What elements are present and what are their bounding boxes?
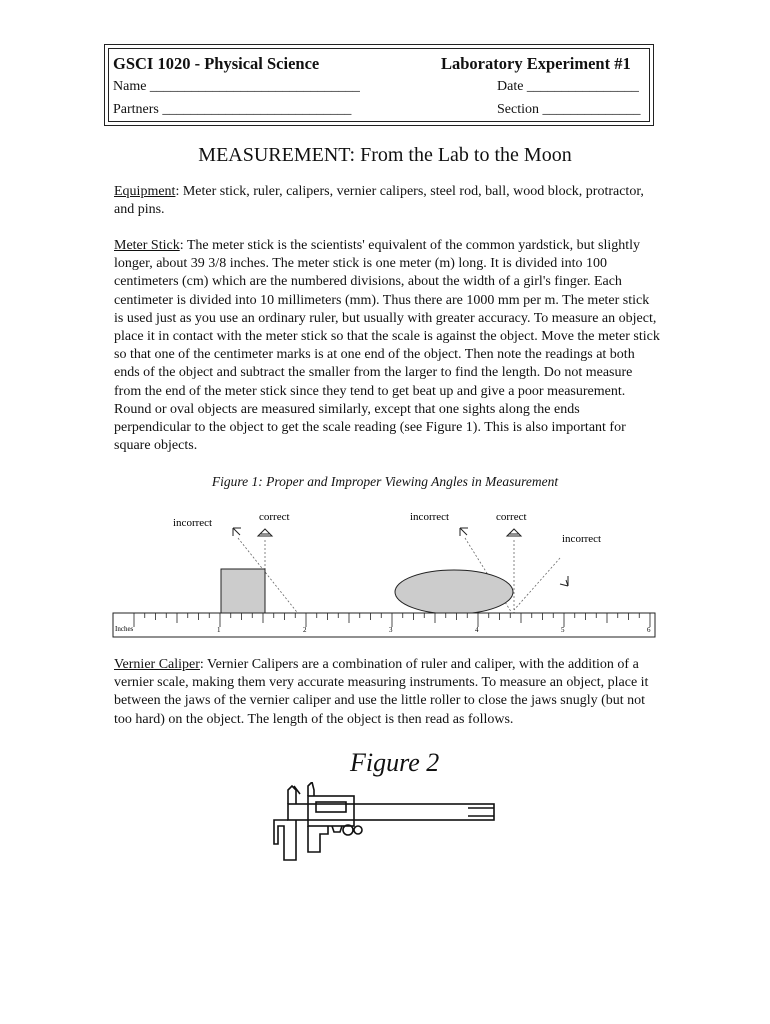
eye-icon-incorrect-2 <box>460 528 468 536</box>
ruler <box>113 613 655 637</box>
document-title: MEASUREMENT: From the Lab to the Moon <box>198 144 572 166</box>
oval-object <box>395 570 513 614</box>
figure2-label: Figure 2 <box>350 748 440 777</box>
figure1-diagram <box>100 500 670 650</box>
ruler-number-1: 1 <box>217 626 221 634</box>
name-field[interactable]: Name ______________________________ <box>113 79 360 94</box>
meter-stick-text: : The meter stick is the scientists' equivalent of the common yardstick, but slightly longer, about 39 3/8 inches. The meter stick is one meter (m) long. It is divided into 100 centimeters (cm) which are the numbered divisions, about the width of a girl's finger. Each centimeter is divided into 10 millimeters (mm). Thus there are 1000 mm per m. The meter stick is used just as you use an ordinary ruler, but usually with greater accuracy. To measure an object, place it in contact with the meter stick so that the scale is against the object. Move the meter stick so that one of the centimeter marks is at one end of the object. Then note the readings at both ends of the object and subtract the smaller from the larger to find the length. Do not measure from the end of the meter stick since they tend to get beat up and give a poor measurement. Round or oval objects are measured similarly, except that one sights along the ends perpendicular to the object to get the scale reading (see Figure 1). This is also important for square objects. <box>114 238 660 454</box>
ruler-number-2: 2 <box>303 626 307 634</box>
equipment-heading: Equipment <box>114 184 176 199</box>
meter-stick-paragraph <box>114 237 660 455</box>
eye-icon-incorrect-1 <box>233 528 241 536</box>
course-title: GSCI 1020 - Physical Science <box>113 54 320 73</box>
ruler-units-label: Inches <box>115 625 134 633</box>
eye-icon-correct-2 <box>507 529 521 536</box>
ruler-number-5: 5 <box>561 626 565 634</box>
label-correct-1: correct <box>259 511 290 523</box>
equipment-paragraph <box>114 183 660 219</box>
meter-stick-heading: Meter Stick <box>114 238 180 253</box>
eye-icon-incorrect-3 <box>560 576 568 586</box>
date-field[interactable]: Date ________________ <box>497 79 639 94</box>
ruler-number-4: 4 <box>475 626 479 634</box>
section-field[interactable]: Section ______________ <box>497 102 641 117</box>
wood-block <box>221 569 265 613</box>
label-correct-2: correct <box>496 511 527 523</box>
partners-field[interactable]: Partners ___________________________ <box>113 102 352 117</box>
ruler-number-3: 3 <box>389 626 393 634</box>
equipment-text: : Meter stick, ruler, calipers, vernier calipers, steel rod, ball, wood block, protractor, and pins. <box>114 184 644 218</box>
label-incorrect-2: incorrect <box>410 511 450 523</box>
eye-icon-correct-1 <box>258 529 272 536</box>
experiment-title: Laboratory Experiment #1 <box>441 54 631 73</box>
vernier-paragraph <box>114 656 660 729</box>
ruler-number-6: 6 <box>647 626 651 634</box>
vernier-caliper-illustration <box>268 782 500 866</box>
label-incorrect-3: incorrect <box>562 533 602 545</box>
label-incorrect-1: incorrect <box>173 517 213 529</box>
vernier-text: : Vernier Calipers are a combination of ruler and caliper, with the addition of a vernier scale, making them very accurate measuring instruments. To measure an object, place it between the jaws of the vernier caliper and use the little roller to close the jaws snugly (but not too hard) on the object. The length of the object is then read as follows. <box>114 657 649 727</box>
figure1-caption: Figure 1: Proper and Improper Viewing Angles in Measurement <box>211 474 559 489</box>
vernier-heading: Vernier Caliper <box>114 657 200 672</box>
